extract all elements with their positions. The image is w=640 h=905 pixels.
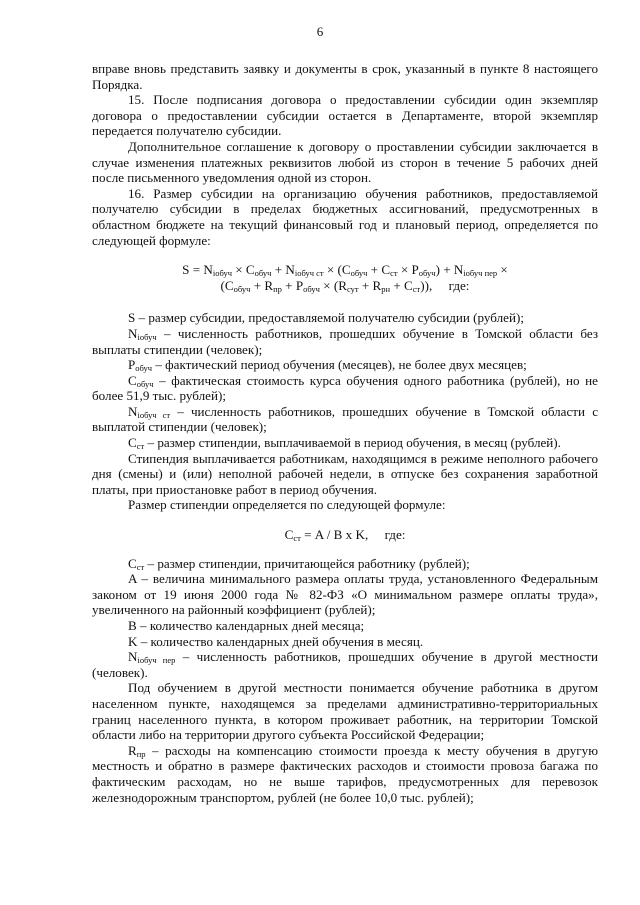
definition-n-iobuch: $N_{iобуч}$ – численность работников, прошедших обучение в Томской области без выплаты стипендии (человек); xyxy=(92,325,598,357)
definition-a: A – величина минимального размера оплаты труда, установленного Федеральным законом от 19 июня 2000 года № 82-ФЗ «О минимальном размере оплаты труда», увеличенного на районный коэффициент (рублей); xyxy=(92,571,598,618)
definition-k: K – количество календарных дней обучения в месяц. xyxy=(128,633,424,649)
paragraph-stipend-formula-intro: Размер стипендии определяется по следующей формуле: xyxy=(128,497,446,513)
subsidy-formula-line-2: $(C_{обуч} + R_{пр} + P_{обуч} \times (R_{сут} + R_{рн} + C_{ст}))$, где: xyxy=(220,277,470,294)
paragraph-other-locality: Под обучением в другой местности понимается обучение работника в другом населенном пункте, находящемся за пределами административно-территориальных границ населенного пункта, в котором проживает работник, на территории Томской области либо на территории другого субъекта Российской Федерации; xyxy=(92,680,598,743)
paragraph-15: 15. После подписания договора о предоставлении субсидии один экземпляр договора о предоставлении субсидии остается в Департаменте, второй экземпляр передается получателю субсидии. xyxy=(92,92,598,139)
definition-s: S – размер субсидии, предоставляемой получателю субсидии (рублей); xyxy=(128,310,524,326)
definition-r-pr: $R_{пр}$ – расходы на компенсацию стоимости проезда к месту обучения в другую местность и обратно в размере фактических расходов и стоимости провоза багажа по фактическим расходам, но не выше тарифов, предусмотренных для перевозок железнодорожным транспортом, рублей (не более 10,0 тыс. рублей); xyxy=(92,742,598,805)
definition-c-st: $C_{ст}$ – размер стипендии, выплачиваемой в период обучения, в месяц (рублей). xyxy=(128,435,561,452)
definition-c-obuch: $C_{обуч}$ – фактическая стоимость курса обучения одного работника (рублей), но не более 51,9 тыс. рублей); xyxy=(92,372,598,404)
paragraph-additional-agreement: Дополнительное соглашение к договору о проставлении субсидии заключается в случае изменения платежных реквизитов любой из сторон в течение 5 рабочих дней после письменного уведомления одной из сторон. xyxy=(92,138,598,186)
subsidy-formula-line-1: $S = N_{iобуч} \times C_{обуч} + N_{iобуч ст} \times (C_{обуч} + C_{ст} \times P_{обуч}) + N_{iобуч пер}$ × xyxy=(182,262,508,279)
definition-b: B – количество календарных дней месяца; xyxy=(128,618,365,633)
paragraph-continuation: вправе вновь представить заявку и документы в срок, указанный в пункте 8 настоящего Порядка. xyxy=(92,61,598,92)
paragraph-stipend: Стипендия выплачивается работникам, находящимся в режиме неполного рабочего дня (смены) и (или) неполной рабочей недели, в отпуске без сохранения заработной платы, при приостановке работ в период обучения. xyxy=(92,450,598,497)
definition-c-st-2: $C_{ст}$ – размер стипендии, причитающейся работнику (рублей); xyxy=(128,555,470,572)
definition-n-iobuch-st: $N_{iобуч ст}$ – численность работников, прошедших обучение в Томской области с выплатой стипендии (человек); xyxy=(92,403,599,435)
stipend-formula: $C_{ст} = A / B$ x K, где: xyxy=(284,527,406,544)
document-body xyxy=(92,61,598,805)
paragraph-16: 16. Размер субсидии на организацию обучения работников, предоставляемой получателю субсидии в пределах бюджетных ассигнований, предусмотренных в областном бюджете на текущий финансовый год и плановый период, определяется по следующей формуле: xyxy=(92,185,598,248)
page-number: 6 xyxy=(316,24,324,39)
definition-p-obuch: $P_{обуч}$ – фактический период обучения (месяцев), не более двух месяцев; xyxy=(128,357,527,374)
definition-n-iobuch-per: $N_{iобуч пер}$ – численность работников, прошедших обучение в другой местности (человек). xyxy=(92,649,598,680)
